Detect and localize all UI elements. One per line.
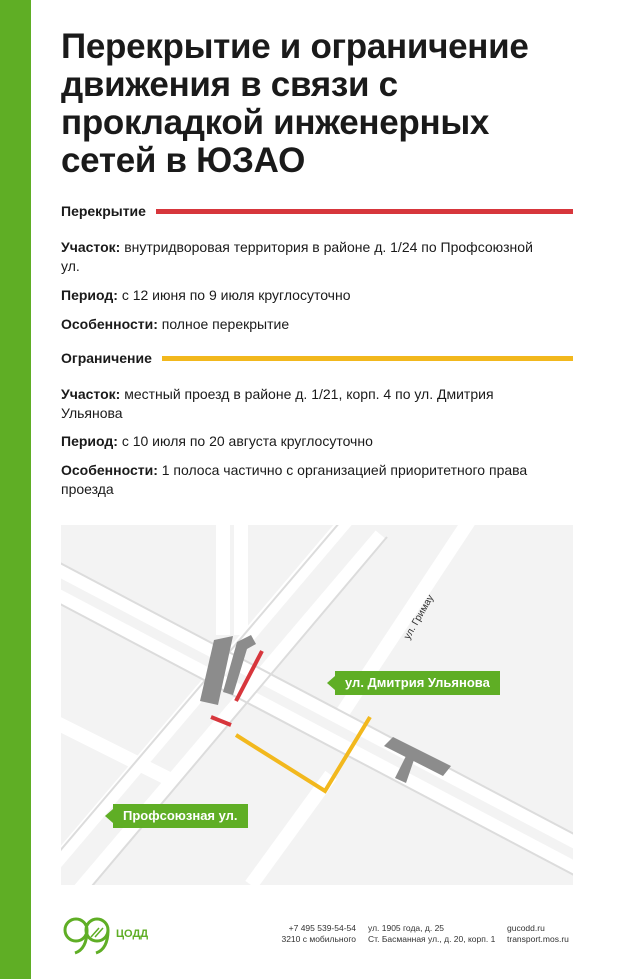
footer-sites	[507, 923, 569, 945]
ulyanova-pointer-icon	[327, 676, 337, 690]
restriction-features-item	[61, 461, 541, 499]
closure-period-item	[61, 286, 541, 305]
footer	[61, 915, 581, 955]
closure-features-item	[61, 315, 541, 334]
address-line-1: ул. 1905 года, д. 25	[368, 923, 445, 933]
phone-number: +7 495 539-54-54	[288, 923, 356, 933]
page-title: Перекрытие и ограничение движения в связи с прокладкой инженерных сетей в ЮЗАО	[61, 27, 529, 180]
restriction-period-item	[61, 432, 541, 451]
street-label-grimau: ул. Гримау	[402, 593, 437, 642]
restriction-features-value: 1 полоса частично с организацией приоритетного права проезда	[61, 462, 528, 497]
closure-section-value: внутридворовая территория в районе д. 1/24 по Профсоюзной ул.	[61, 239, 533, 274]
restriction-section-label: Участок:	[61, 386, 121, 402]
address-line-2: Ст. Басманная ул., д. 20, корп. 1	[368, 934, 496, 944]
footer-phone	[276, 923, 356, 945]
site-transport[interactable]: transport.mos.ru	[507, 934, 569, 944]
closure-divider-red	[156, 209, 573, 214]
footer-address	[368, 923, 495, 945]
scheme-map	[61, 525, 573, 885]
restriction-divider-yellow	[162, 356, 573, 361]
restriction-section-value: местный проезд в районе д. 1/21, корп. 4 по ул. Дмитрия Ульянова	[61, 386, 494, 421]
closure-section-item	[61, 238, 541, 276]
street-label-profsoyuznaya: Профсоюзная ул.	[113, 804, 248, 828]
map-drawing	[61, 525, 573, 885]
restriction-section-header	[61, 348, 573, 368]
codd-logo-icon	[61, 915, 111, 955]
closure-features-value: полное перекрытие	[157, 316, 290, 332]
restriction-period-label: Период:	[61, 433, 118, 449]
closure-period-value: с 12 июня по 9 июля круглосуточно	[117, 287, 351, 303]
closure-section-label: Участок:	[61, 239, 121, 255]
restriction-section-item	[61, 385, 541, 423]
street-label-ulyanova: ул. Дмитрия Ульянова	[335, 671, 500, 695]
logo-text: ЦОДД	[116, 928, 149, 940]
roads	[61, 525, 573, 885]
closure-section-header	[61, 201, 573, 221]
closure-features-label: Особенности:	[61, 316, 158, 332]
restriction-heading: Ограничение	[61, 350, 152, 366]
restriction-period-value: с 10 июля по 20 августа круглосуточно	[117, 433, 373, 449]
left-brand-stripe	[0, 0, 31, 979]
site-gucodd[interactable]: gucodd.ru	[507, 923, 545, 933]
closure-period-label: Период:	[61, 287, 118, 303]
phone-mobile: 3210 с мобильного	[281, 934, 356, 944]
profsoyuznaya-pointer-icon	[105, 809, 115, 823]
restriction-features-label: Особенности:	[61, 462, 158, 478]
closure-heading: Перекрытие	[61, 203, 146, 219]
